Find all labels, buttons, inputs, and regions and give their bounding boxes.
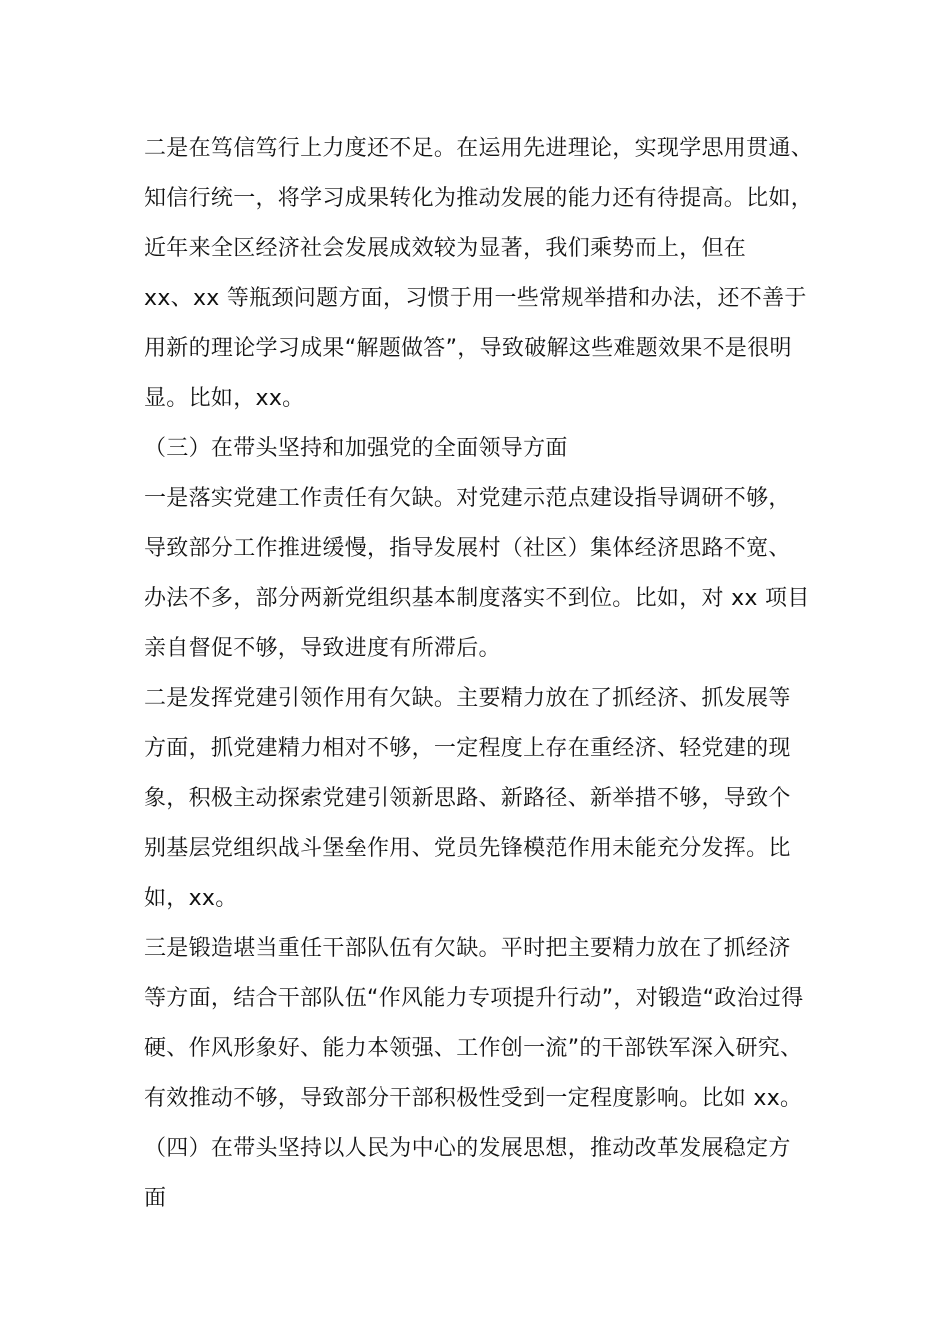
text-line: 一是落实党建工作责任有欠缺。对党建示范点建设指导调研不够， [144,486,791,511]
text-line: 三是锻造堪当重任干部队伍有欠缺。平时把主要精力放在了抓经济 [144,936,791,961]
text-line: 知信行统一，将学习成果转化为推动发展的能力还有待提高。比如， [144,186,814,211]
section-heading: （四）在带头坚持以人民为中心的发展思想，推动改革发展稳定方 [144,1136,791,1161]
text-line: 导致部分工作推进缓慢，指导发展村（社区）集体经济思路不宽、 [144,536,791,561]
text-line: xx、xx 等瓶颈问题方面，习惯于用一些常规举措和办法，还不善于 [144,286,807,311]
section-heading: （三）在带头坚持和加强党的全面领导方面 [144,436,568,461]
text-line: 近年来全区经济社会发展成效较为显著，我们乘势而上，但在 [144,236,747,261]
text-line: 亲自督促不够，导致进度有所滞后。 [144,636,501,661]
section-heading: 面 [144,1186,167,1211]
text-line: 等方面，结合干部队伍“作风能力专项提升行动”，对锻造“政治过得 [144,986,804,1011]
text-line: 方面，抓党建精力相对不够，一定程度上存在重经济、轻党建的现 [144,736,791,761]
text-line: 办法不多，部分两新党组织基本制度落实不到位。比如，对 xx 项目 [144,586,810,611]
text-line: 如，xx。 [144,886,238,911]
text-line: 二是发挥党建引领作用有欠缺。主要精力放在了抓经济、抓发展等 [144,686,791,711]
text-line: 二是在笃信笃行上力度还不足。在运用先进理论，实现学思用贯通、 [144,136,814,161]
text-line: 硬、作风形象好、能力本领强、工作创一流”的干部铁军深入研究、 [144,1036,803,1061]
text-line: 显。比如，xx。 [144,386,305,411]
text-line: 用新的理论学习成果“解题做答”，导致破解这些难题效果不是很明 [144,336,792,361]
text-line: 象，积极主动探索党建引领新思路、新路径、新举措不够，导致个 [144,786,791,811]
text-line: 别基层党组织战斗堡垒作用、党员先锋模范作用未能充分发挥。比 [144,836,791,861]
document-body [144,124,834,1224]
text-line: 有效推动不够，导致部分干部积极性受到一定程度影响。比如 xx。 [144,1086,803,1111]
